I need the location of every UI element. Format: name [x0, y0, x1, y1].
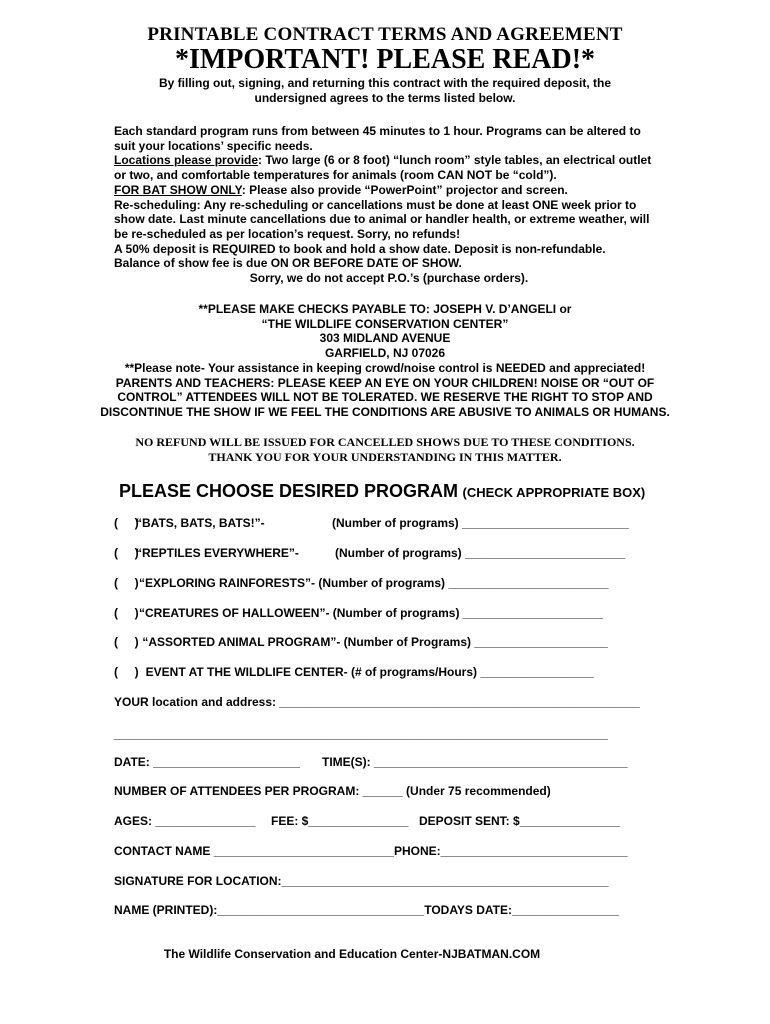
po-text: Sorry, we do not accept P.O.’s (purchase orders). — [249, 271, 529, 286]
locations-paragraph — [114, 153, 664, 182]
crowd-control-note: **Please note- Your assistance in keeping crowd/noise control is NEEDED and appreciated! PARENTS AND TEACHERS: PLEASE KEEP AN EYE ON YOUR CHILDREN! NOISE OR “OUT OF CONTROL” ATTENDEES WILL NOT BE TOLERATED. WE RESERVE THE RIGHT TO STOP AND DISCONTINUE THE SHOW IF WE FEEL THE CONDITIONS ARE ABUSIVE TO ANIMALS OR HUMANS. — [100, 360, 670, 419]
checks-payable-line: **PLEASE MAKE CHECKS PAYABLE TO: JOSEPH V. D’ANGELI or — [198, 302, 572, 316]
program-heading-text: PLEASE CHOOSE DESIRED PROGRAM — [119, 481, 459, 501]
name-date-field[interactable]: NAME (PRINTED):_______________________________TODAYS DATE:________________ — [114, 903, 619, 917]
signature-field[interactable]: SIGNATURE FOR LOCATION:_________________________________________________ — [114, 874, 609, 888]
checkbox-rainforests[interactable]: ( ) — [114, 576, 139, 590]
payee-street: 303 MIDLAND AVENUE — [319, 331, 451, 346]
contact-phone-field[interactable]: CONTACT NAME ___________________________PHONE:____________________________ — [114, 844, 628, 858]
date-field[interactable]: DATE: ______________________ — [114, 755, 300, 769]
payment-block — [100, 302, 670, 420]
program-count-bats[interactable]: (Number of programs) _________________________ — [332, 516, 629, 530]
fee-field[interactable]: FEE: $_______________ — [271, 814, 409, 828]
no-refund-text: NO REFUND WILL BE ISSUED FOR CANCELLED SHOWS DUE TO THESE CONDITIONS. — [135, 435, 635, 449]
checkbox-halloween[interactable]: ( ) — [114, 606, 139, 620]
location-field-line2[interactable]: __________________________________________________________________________ — [114, 727, 608, 741]
important-heading: *IMPORTANT! PLEASE READ!* — [174, 44, 596, 75]
ages-field[interactable]: AGES: _______________ — [114, 814, 256, 828]
program-heading — [119, 481, 645, 502]
footer-text: The Wildlife Conservation and Education Center-NJBATMAN.COM — [163, 947, 541, 961]
program-name-assorted: “ASSORTED ANIMAL PROGRAM”- (Number of Programs) ____________________ — [139, 635, 608, 649]
deposit-sent-field[interactable]: DEPOSIT SENT: $_______________ — [419, 814, 620, 828]
intro-text: By filling out, signing, and returning this contract with the required deposit, the undersigned agrees to the terms listed below. — [158, 76, 611, 105]
checkbox-reptiles[interactable]: ( ) — [114, 546, 139, 560]
balance-text: Balance of show fee is due ON OR BEFORE DATE OF SHOW. — [114, 256, 462, 271]
thank-you-text: THANK YOU FOR YOUR UNDERSTANDING IN THIS MATTER. — [208, 450, 562, 464]
document-title: PRINTABLE CONTRACT TERMS AND AGREEMENT — [147, 24, 623, 45]
refund-notice — [100, 435, 670, 465]
times-field[interactable]: TIME(S): ______________________________________ — [322, 755, 628, 769]
deposit-text: A 50% deposit is REQUIRED to book and hold a show date. Deposit is non-refundable. — [114, 241, 606, 256]
program-name-bats: “BATS, BATS, BATS!”- — [136, 516, 265, 530]
location-field[interactable]: YOUR location and address: ______________________________________________________ — [114, 695, 640, 709]
program-count-reptiles[interactable]: (Number of programs) ________________________ — [335, 546, 626, 560]
locations-label: Locations please provide — [114, 153, 259, 168]
bat-show-text: : Please also provide “PowerPoint” projector and screen. — [241, 182, 568, 197]
program-heading-note: (CHECK APPROPRIATE BOX) — [462, 485, 646, 500]
program-name-rainforests: “EXPLORING RAINFORESTS”- (Number of programs) ________________________ — [139, 576, 609, 590]
locations-text: : Two large (6 or 8 foot) “lunch room” style tables, an electrical outlet or two, and comfortable temperatures for animals (room CAN NOT be “cold”). — [114, 153, 652, 183]
payee-city: GARFIELD, NJ 07026 — [324, 346, 446, 361]
bat-show-paragraph — [114, 183, 664, 198]
bat-show-label: FOR BAT SHOW ONLY — [114, 182, 242, 197]
program-length-text: Each standard program runs from between 45 minutes to 1 hour. Programs can be altered to suit your locations’ specific needs. — [114, 124, 641, 153]
rescheduling-text: Re-scheduling: Any re-scheduling or cancellations must be done at least ONE week prior to show date. Last minute cancellations due to animal or handler health, or extreme weather, will be re-scheduled as per location’s request. Sorry, no refunds! — [114, 197, 650, 241]
terms-block — [114, 124, 664, 286]
program-name-event: EVENT AT THE WILDLIFE CENTER- (# of programs/Hours) _________________ — [139, 665, 594, 679]
program-name-halloween: “CREATURES OF HALLOWEEN”- (Number of programs) _____________________ — [139, 606, 603, 620]
checkbox-bats[interactable]: ( ) — [114, 516, 139, 530]
program-name-reptiles: “REPTILES EVERYWHERE”- — [136, 546, 299, 560]
payee-name: “THE WILDLIFE CONSERVATION CENTER” — [261, 316, 509, 331]
checkbox-event[interactable]: ( ) — [114, 665, 139, 679]
attendees-field[interactable]: NUMBER OF ATTENDEES PER PROGRAM: ______ (Under 75 recommended) — [114, 784, 551, 798]
checkbox-assorted[interactable]: ( ) — [114, 635, 139, 649]
